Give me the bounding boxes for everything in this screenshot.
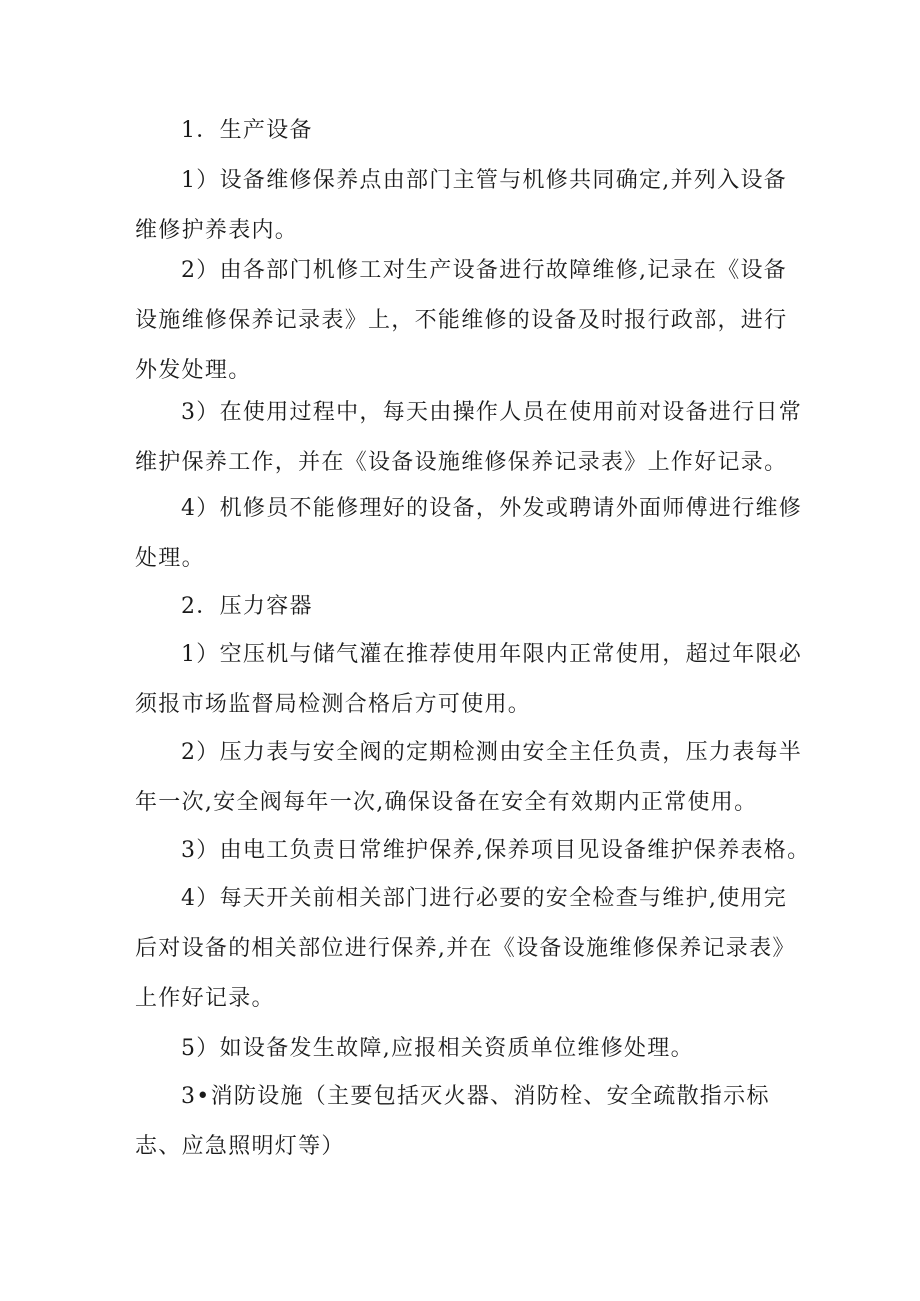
paragraph-2-5 bbox=[135, 1024, 815, 1074]
text-line: 1）设备维修保养点由部门主管与机修共同确定,并列入设备 bbox=[181, 168, 788, 193]
text-line: 须报市场监督局检测合格后方可使用。 bbox=[135, 692, 532, 717]
paragraph-2-2 bbox=[135, 728, 815, 828]
text-line: 上作好记录。 bbox=[135, 986, 275, 1011]
text-line: 2）由各部门机修工对生产设备进行故障维修,记录在《设备 bbox=[181, 258, 788, 283]
paragraph-1-1 bbox=[135, 156, 815, 256]
paragraph-2-1 bbox=[135, 630, 815, 730]
text-line: 志、应急照明灯等） bbox=[135, 1134, 345, 1159]
text-line: 3）在使用过程中，每天由操作人员在使用前对设备进行日常 bbox=[181, 400, 803, 425]
text-line: 维修护养表内。 bbox=[135, 218, 299, 243]
section-heading-2 bbox=[135, 582, 815, 632]
text-line: 5）如设备发生故障,应报相关资质单位维修处理。 bbox=[181, 1036, 694, 1061]
section-heading-1 bbox=[135, 106, 815, 156]
text-line: 设施维修保养记录表》上，不能维修的设备及时报行政部，进行 bbox=[135, 308, 788, 333]
text-line: 3）由电工负责日常维护保养,保养项目见设备维护保养表格。 bbox=[181, 838, 811, 863]
text-line: 年一次,安全阀每年一次,确保设备在安全有效期内正常使用。 bbox=[135, 790, 758, 815]
text-line: 2．压力容器 bbox=[181, 594, 313, 619]
text-line: 处理。 bbox=[135, 546, 205, 571]
text-line: 2）压力表与安全阀的定期检测由安全主任负责，压力表每半 bbox=[181, 740, 803, 765]
paragraph-1-4 bbox=[135, 484, 815, 584]
text-line: 4）每天开关前相关部门进行必要的安全检查与维护,使用完 bbox=[181, 886, 788, 911]
paragraph-2-4 bbox=[135, 874, 815, 1024]
text-line: 1．生产设备 bbox=[181, 118, 313, 143]
text-line: 后对设备的相关部位进行保养,并在《设备设施维修保养记录表》 bbox=[135, 936, 796, 961]
section-heading-3 bbox=[135, 1072, 815, 1172]
text-line: 4）机修员不能修理好的设备，外发或聘请外面师傅进行维修 bbox=[181, 496, 803, 521]
paragraph-2-3 bbox=[135, 826, 815, 876]
paragraph-1-2 bbox=[135, 246, 815, 396]
text-line: 3•消防设施（主要包括灭火器、消防栓、安全疏散指示标 bbox=[181, 1084, 770, 1109]
paragraph-1-3 bbox=[135, 388, 815, 488]
text-line: 外发处理。 bbox=[135, 358, 252, 383]
text-line: 1）空压机与储气灌在推荐使用年限内正常使用，超过年限必 bbox=[181, 642, 803, 667]
text-line: 维护保养工作，并在《设备设施维修保养记录表》上作好记录。 bbox=[135, 450, 788, 475]
